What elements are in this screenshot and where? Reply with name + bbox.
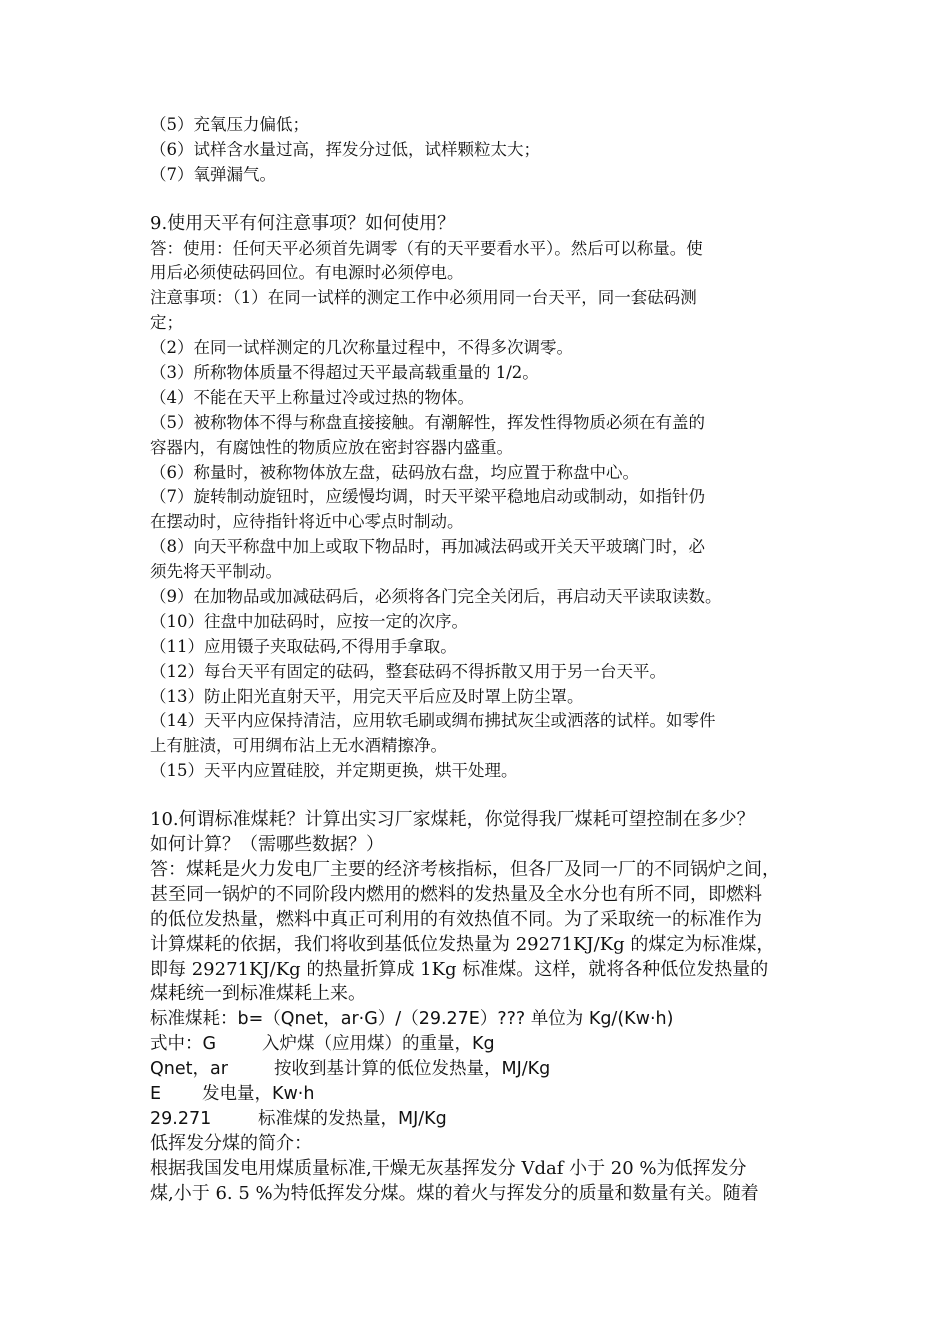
answer-line: 用后必须使砝码回位。有电源时必须停电。 xyxy=(150,263,464,283)
question-10-title: 如何计算？（需哪些数据？） xyxy=(150,834,384,856)
intro-title: 低挥发分煤的简介： xyxy=(150,1132,312,1154)
answer-line: 甚至同一锅炉的不同阶段内燃用的燃料的发热量及全水分也有所不同，即燃料 xyxy=(150,883,762,905)
formula-variable xyxy=(150,1057,810,1082)
list-item: （10）往盘中加砝码时，应按一定的次序。 xyxy=(150,611,468,631)
paragraph-gap xyxy=(150,784,810,808)
answer-line: 即每 29271KJ/Kg 的热量折算成 1Kg 标准煤。这样，就将各种低位发热量的 xyxy=(150,958,769,980)
variable-description: 发电量，Kw·h xyxy=(202,1083,315,1104)
list-item: （5）被称物体不得与称盘直接接触。有潮解性，挥发性得物质必须在有盖的 xyxy=(150,412,705,432)
variable-description: 入炉煤（应用煤）的重量，Kg xyxy=(262,1034,495,1055)
variable-symbol: E xyxy=(150,1083,162,1104)
list-item: （6）称量时，被称物体放左盘，砝码放右盘，均应置于称盘中心。 xyxy=(150,462,639,482)
list-item: （15）天平内应置硅胶，并定期更换，烘干处理。 xyxy=(150,761,518,781)
variable-symbol: Qnet，ar xyxy=(150,1059,228,1080)
list-item: （14）天平内应保持清洁，应用软毛刷或绸布拂拭灰尘或洒落的试样。如零件 xyxy=(150,711,716,731)
variable-symbol: 29.271 xyxy=(150,1108,212,1129)
answer-line: 煤耗统一到标准煤耗上来。 xyxy=(150,983,366,1005)
formula-variable xyxy=(150,1082,810,1107)
intro-line: 煤,小于 6. 5 %为特低挥发分煤。煤的着火与挥发分的质量和数量有关。随着 xyxy=(150,1182,759,1204)
list-item: （7）旋转制动旋钮时，应缓慢均调，时天平梁平稳地启动或制动，如指针仍 xyxy=(150,487,705,507)
document-body xyxy=(150,113,810,1206)
list-item: （13）防止阳光直射天平，用完天平后应及时罩上防尘罩。 xyxy=(150,686,584,706)
list-item: 上有脏渍，可用绸布沾上无水酒精擦净。 xyxy=(150,736,447,756)
variable-description: 标准煤的发热量，MJ/Kg xyxy=(258,1108,447,1129)
question-10-title: 10.何谓标准煤耗？计算出实习厂家煤耗，你觉得我厂煤耗可望控制在多少？ xyxy=(150,809,755,831)
list-item: （6）试样含水量过高，挥发分过低，试样颗粒太大； xyxy=(150,139,540,159)
intro-line: 根据我国发电用煤质量标准,干燥无灰基挥发分 Vdaf 小于 20 %为低挥发分 xyxy=(150,1157,747,1179)
variable-symbol: 式中：G xyxy=(150,1034,217,1055)
list-item: （9）在加物品或加减砝码后，必须将各门完全关闭后，再启动天平读取读数。 xyxy=(150,587,722,607)
list-item: （3）所称物体质量不得超过天平最高载重量的 1/2。 xyxy=(150,363,539,383)
question-9-title: 9.使用天平有何注意事项？如何使用？ xyxy=(150,212,456,234)
notes-line: 定； xyxy=(150,313,183,333)
list-item: （5）充氧压力偏低； xyxy=(150,115,309,134)
list-item: （4）不能在天平上称量过冷或过热的物体。 xyxy=(150,387,474,407)
answer-line: 答：煤耗是火力发电厂主要的经济考核指标，但各厂及同一厂的不同锅炉之间， xyxy=(150,858,780,880)
list-item: 容器内，有腐蚀性的物质应放在密封容器内盛重。 xyxy=(150,437,513,457)
list-item: （11）应用镊子夹取砝码,不得用手拿取。 xyxy=(150,636,457,656)
list-item: （12）每台天平有固定的砝码，整套砝码不得拆散又用于另一台天平。 xyxy=(150,661,666,681)
variable-description: 按收到基计算的低位发热量，MJ/Kg xyxy=(274,1059,551,1080)
list-item: （2）在同一试样测定的几次称量过程中，不得多次调零。 xyxy=(150,338,573,358)
formula-variable xyxy=(150,1107,810,1132)
answer-line: 的低位发热量，燃料中真正可利用的有效热值不同。为了采取统一的标准作为 xyxy=(150,908,762,930)
paragraph-gap xyxy=(150,188,810,212)
notes-line: 注意事项：（1）在同一试样的测定工作中必须用同一台天平，同一套砝码测 xyxy=(150,288,697,308)
formula-variable xyxy=(150,1032,810,1057)
answer-line: 答：使用：任何天平必须首先调零（有的天平要看水平）。然后可以称量。使 xyxy=(150,238,703,258)
answer-line: 计算煤耗的依据，我们将收到基低位发热量为 29271KJ/Kg 的煤定为标准煤， xyxy=(150,933,775,955)
list-item: 在摆动时，应待指针将近中心零点时制动。 xyxy=(150,512,464,532)
formula-line: 标准煤耗：b=（Qnet，ar·G）/（29.27E）??? 单位为 Kg/(Kw·h) xyxy=(150,1009,674,1030)
list-item: （8）向天平称盘中加上或取下物品时，再加减法码或开关天平玻璃门时，必 xyxy=(150,537,705,557)
list-item: 须先将天平制动。 xyxy=(150,562,282,582)
list-item: （7）氧弹漏气。 xyxy=(150,164,276,184)
